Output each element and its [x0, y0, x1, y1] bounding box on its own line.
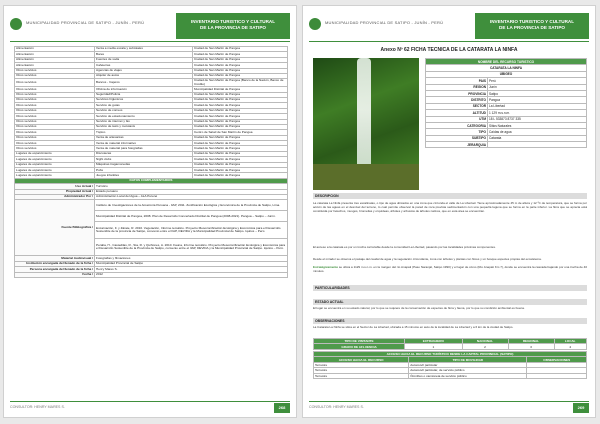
service-location: Ciudad de San Martín de Pangoa	[193, 103, 288, 108]
header-rule	[309, 41, 589, 42]
ficha-key: SUBTIPO	[426, 135, 488, 141]
service-type: Alimentación	[15, 47, 95, 52]
access-notes	[527, 373, 587, 378]
ficha-ubigeo: UBIGEO	[426, 71, 587, 77]
service-location: Ciudad de San Martín de Pangoa	[193, 63, 288, 68]
access-table	[313, 351, 587, 379]
service-location: Ciudad de San Martín de Pangoa	[193, 114, 288, 119]
service-name: Venta de material informativo	[95, 141, 193, 146]
service-type: Alimentación	[15, 52, 95, 57]
service-type: Otros servicios	[15, 124, 95, 129]
service-name: Bancos - Cajeros	[95, 79, 193, 87]
service-type: Otros servicios	[15, 68, 95, 73]
fuente-4: Peralta, H., Castedilas, R., Sta, R. y Quiñones, A. 2010. Fauna, Informe temático. Proyecto Mesozonificación Ecológica y Económica para el Desarrollo Sostenible de la Provincia de Satipo, convenio entre el IIAP, DEVIDA y la Municipalidad Provincial de Satipo. Iquitos – Perú.	[95, 239, 288, 256]
waterfall-base	[313, 164, 419, 190]
access-header: OBSERVACIONES	[527, 357, 587, 362]
service-location: Ciudad de San Martín de Pangoa	[193, 141, 288, 146]
service-name: Cafeterías	[95, 63, 193, 68]
ficha-key: TIPO	[426, 129, 488, 135]
service-location: Centro de Salud de San Martín de Pangoa	[193, 130, 288, 135]
page-number: 269	[573, 403, 589, 413]
fecha-value: 2012	[95, 272, 288, 277]
ficha-key: REGION	[426, 84, 488, 90]
description-highlight: Estratégicamente	[313, 265, 339, 269]
service-name: Venta de material para fotografías	[95, 146, 193, 151]
waterfall-photo	[313, 58, 419, 190]
service-name: Servicio de estacionamiento	[95, 114, 193, 119]
uso-actual-label: Uso Actual /	[15, 184, 95, 189]
header-municipality-text: MUNICIPALIDAD PROVINCIAL DE SATIPO - JUNÍN - PERÚ	[26, 20, 145, 25]
service-name: Venta a media escala y subtotales	[95, 47, 193, 52]
fuente-1: Instituto de Investigaciones de la Amazonía Peruana - IIAP, 2011. Zonificación Ecológica y Económica de la Provincia de Satipo, Lima.	[95, 200, 288, 211]
material-value: Fotografías y filmaciones	[95, 256, 288, 261]
service-name: Tópico	[95, 130, 193, 135]
affluence-cell: 4	[554, 344, 587, 349]
access-header: TIPO DE MOVILIDAD	[409, 357, 527, 362]
service-name: Seguridad/Policía	[95, 92, 193, 97]
service-type: Lugares de esparcimiento	[15, 162, 95, 167]
access-route: Terrestre	[314, 362, 409, 367]
ficha-value: 18 L 533873 8737 335	[488, 116, 587, 122]
municipality-logo-icon	[10, 18, 22, 30]
header-title-box	[176, 13, 290, 39]
ficha-value: La Libertad	[488, 103, 587, 109]
service-name: Servicio de guías	[95, 103, 193, 108]
service-name: Servicio de internet y fax	[95, 119, 193, 124]
affluence-header: EXTRANJERO	[405, 339, 462, 344]
institucion-label: Institución encargada del llenado de la ficha /	[15, 261, 95, 266]
service-location: Ciudad de San Martín de Pangoa	[193, 168, 288, 173]
affluence-header: LOCAL	[554, 339, 587, 344]
description-text	[313, 201, 587, 213]
ficha-key: PROVINCIA	[426, 90, 488, 96]
header-rule	[10, 41, 290, 42]
service-name: Pubs	[95, 168, 193, 173]
service-name: Discotecas	[95, 151, 193, 156]
access-vehicle: Automóvil particular	[409, 362, 527, 367]
service-name: Juegos infantiles	[95, 173, 193, 178]
access-route: Terrestre	[314, 373, 409, 378]
annex-title: Anexo Nº 62 FICHA TECNICA DE LA CATARATA LA NINFA	[380, 47, 518, 53]
municipality-logo-icon	[309, 18, 321, 30]
access-header: ACCESO HACIA EL RECURSO	[314, 357, 409, 362]
right-page	[302, 5, 596, 418]
service-type: Otros servicios	[15, 146, 95, 151]
service-type: Lugares de esparcimiento	[15, 157, 95, 162]
service-type: Otros servicios	[15, 79, 95, 87]
description-band: DESCRIPCION	[313, 193, 587, 199]
page-header	[10, 13, 290, 39]
header-title-line1: INVENTARIO TURISTICO Y CULTURAL	[489, 19, 575, 24]
service-name: Agencias de viajes	[95, 68, 193, 73]
footer-consultant: CONSULTOR: HENRY MARES S.	[10, 405, 65, 409]
propiedad-label: Propiedad Actual /	[15, 189, 95, 194]
access-title: ACCESO HACIA EL RECURSO TURÍSTICO DESDE LA CAPITAL PROVINCIAL (SATIPO)	[314, 352, 587, 357]
service-name: Fuentes de soda	[95, 57, 193, 62]
ficha-key: JERARQUIA	[426, 142, 488, 148]
footer-consultant: CONSULTOR: HENRY MARES S.	[309, 405, 364, 409]
header-title-line2: DE LA PROVINCIA DE SATIPO	[200, 25, 266, 30]
service-name: Bares	[95, 52, 193, 57]
service-name: Alquiler de autos	[95, 73, 193, 78]
admin-label: Administrador Por /	[15, 194, 95, 199]
service-name: Oficina de información	[95, 87, 193, 92]
access-vehicle: Automóvil particular, de servicio público	[409, 368, 527, 373]
service-type: Otros servicios	[15, 73, 95, 78]
affluence-cell: 2	[462, 344, 508, 349]
table-row	[426, 142, 587, 148]
uso-actual-value: Turístico	[95, 184, 288, 189]
service-location: Ciudad de San Martín de Pangoa	[193, 157, 288, 162]
service-type: Lugares de esparcimiento	[15, 151, 95, 156]
service-location: Ciudad de San Martín de Pangoa	[193, 52, 288, 57]
service-location: Ciudad de San Martín de Pangoa	[193, 57, 288, 62]
service-location: Ciudad de San Martín de Pangoa	[193, 92, 288, 97]
service-type: Otros servicios	[15, 119, 95, 124]
service-type: Alimentación	[15, 57, 95, 62]
ficha-value: Catarata	[488, 135, 587, 141]
service-name: Venta de artesanías	[95, 135, 193, 140]
description-para-4: se ubica a 1129 m.s.n.m. en la margen del río Anapati (Paso Naranjal, Satipo 1990) y el lugar de cómo (Río Anapati Km 7), donde se encuentra la cascada bajando por una trocha de 40 minutos.	[313, 265, 587, 273]
affluence-cell: 3	[508, 344, 554, 349]
service-location: Ciudad de San Martín de Pangoa	[193, 73, 288, 78]
ficha-value: Perú	[488, 78, 587, 84]
affluence-header: REGIONAL	[508, 339, 554, 344]
service-location: Ciudad de San Martín de Pangoa	[193, 47, 288, 52]
page-header	[309, 13, 589, 39]
service-location: Ciudad de San Martín de Pangoa	[193, 151, 288, 156]
service-location: Ciudad de San Martín de Pangoa	[193, 68, 288, 73]
ficha-key: CATEGORIA	[426, 122, 488, 128]
service-type: Alimentación	[15, 63, 95, 68]
ficha-key: PAIS	[426, 78, 488, 84]
table-row	[314, 373, 587, 378]
service-type: Otros servicios	[15, 97, 95, 102]
fuente-2: Municipalidad Distrital de Pangoa, 2008. Plan de Desarrollo Concertado Distrital de Pangoa (2008-2021). Pangoa – Satipo – Junín.	[95, 211, 288, 222]
service-name: Servicio de taxis y mototaxis	[95, 124, 193, 129]
access-route: Terrestre	[314, 368, 409, 373]
description-para-1: La catarata La Ninfa presenta tres escalinatas, o tipo de agua ubicados en una zona que circunda el valle de La Libertad. Tiene aproximadamente 45 m de altura y 12 ºC de temperatura, que se forma por acción de las aguas en el desnivel del terreno, lo cual permite observar la pared de roca prevista sedimentación con una pequeña laguna que se forma en la parte inferior. La flora que se aprecia está constituida por helechos, musgos, bromelias y orquídeas, árboles y arbustos de árboles nativos, que en esta área se encuentran.	[313, 201, 587, 213]
ficha-key: ALTITUD	[426, 110, 488, 116]
header-title-box	[475, 13, 589, 39]
access-vehicle: Ómnibus o camioneta de servicio público	[409, 373, 527, 378]
ficha-value: Pangoa	[488, 97, 587, 103]
ficha-resource-name: CATARATA LA NINFA	[426, 65, 587, 71]
service-location: Ciudad de San Martín de Pangoa	[193, 162, 288, 167]
service-type: Otros servicios	[15, 141, 95, 146]
page-number: 268	[274, 403, 290, 413]
affluence-header: NACIONAL	[462, 339, 508, 344]
service-type: Otros servicios	[15, 92, 95, 97]
service-location: Ciudad de San Martín de Pangoa	[193, 124, 288, 129]
service-type: Otros servicios	[15, 130, 95, 135]
header-title-line2: DE LA PROVINCIA DE SATIPO	[499, 25, 565, 30]
service-location: Ciudad de San Martín de Pangoa (Banco de la Nación, Banco de Crédito)	[193, 79, 288, 87]
persona-value: Henry Mares S.	[95, 267, 288, 272]
service-location: Ciudad de San Martín de Pangoa	[193, 108, 288, 113]
service-location: Ciudad de San Martín de Pangoa	[193, 97, 288, 102]
service-name: Servicios higiénicos	[95, 97, 193, 102]
admin-value: Administración Local del Agua – ALA Perené	[95, 194, 288, 199]
service-type: Otros servicios	[15, 108, 95, 113]
fuente-label: Fuente Bibliográfica /	[15, 200, 95, 256]
affluence-table	[313, 338, 587, 350]
affluence-cell: GRADO DE AFLUENCIA	[314, 344, 405, 349]
description-text-3: Desde el mirador se observa el paisaje del caudal de agua y la vegetación circundante, zona con árboles y plantas con flores y un bosque especies propias del ecosistema.	[313, 257, 542, 261]
observaciones-band: OBSERVACIONES	[313, 318, 587, 324]
header-municipality-text: MUNICIPALIDAD PROVINCIAL DE SATIPO - JUNÍN - PERÚ	[325, 20, 444, 25]
institucion-value: Municipalidad Provincial de Satipo	[95, 261, 288, 266]
description-text-4	[313, 265, 587, 273]
fuente-3: Encarnación, F. y Zárate, R. 2010. Vegetación, Informe temático. Proyecto Mesozonificación Ecológica y Económica para el Desarrollo Sostenible de la provincia de Satipo, convenio entre el IIAP, DEVIDA y la Municipalidad Provincial de Satipo. Iquitos – Perú.	[95, 222, 288, 239]
ficha-value: Caídas de agua	[488, 129, 587, 135]
page-footer	[309, 401, 589, 413]
description-text-2: El acceso a la catarata es por un trocha carrozable desde la comunidad La Libertad, pasando por las localidades próximas componentes.	[313, 245, 496, 249]
service-name: Night clubs	[95, 157, 193, 162]
ficha-key: DISTRITO	[426, 97, 488, 103]
affluence-header: TIPO DE VISITANTE	[314, 339, 405, 344]
service-location: Ciudad de San Martín de Pangoa	[193, 119, 288, 124]
ficha-value: 1 129 m.s.n.m.	[488, 110, 587, 116]
service-location: Ciudad de San Martín de Pangoa	[193, 173, 288, 178]
observaciones-text: La Catarata La Ninfa se sitúa en el Sector de La Libertad, ubicada a 15 minutos en auto de la localidad de La Libertad y a 6 km de la ciudad de Satipo.	[313, 325, 514, 329]
ficha-key: SECTOR	[426, 103, 488, 109]
service-location: Ciudad de San Martín de Pangoa	[193, 146, 288, 151]
services-table	[14, 46, 288, 278]
service-type: Lugares de esparcimiento	[15, 168, 95, 173]
propiedad-value: Estado peruano	[95, 189, 288, 194]
ficha-value: Satipo	[488, 90, 587, 96]
table-row	[15, 79, 288, 87]
service-type: Otros servicios	[15, 87, 95, 92]
service-location: Ciudad de San Martín de Pangoa	[193, 135, 288, 140]
service-type: Lugares de esparcimiento	[15, 173, 95, 178]
technical-sheet-table	[425, 58, 587, 148]
particularidades-band: PARTICULARIDADES	[313, 285, 587, 291]
service-location: Municipalidad Distrital de Pangoa	[193, 87, 288, 92]
material-label: Material Audiovisual /	[15, 256, 95, 261]
header-title-line1: INVENTARIO TURISTICO Y CULTURAL	[190, 19, 276, 24]
service-name: Máquinas tragamonedas	[95, 162, 193, 167]
left-page	[3, 5, 297, 418]
estado-text: El lugar se encuentra en su estado natural, por lo que se requiere de la conservación de especies de flora y fauna, por lo que su condición ambiental es buena.	[313, 306, 525, 310]
estado-band: ESTADO ACTUAL	[313, 299, 587, 305]
fecha-label: Fecha /	[15, 272, 95, 277]
service-type: Otros servicios	[15, 135, 95, 140]
service-type: Otros servicios	[15, 103, 95, 108]
service-name: Servicio de correos	[95, 108, 193, 113]
ficha-value: Sitios Naturales	[488, 122, 587, 128]
complementary-title: DATOS COMPLEMENTARIOS	[15, 178, 288, 183]
ficha-value	[488, 142, 587, 148]
persona-label: Persona encargada del llenado de la ficha /	[15, 267, 95, 272]
ficha-key: UTM	[426, 116, 488, 122]
service-type: Otros servicios	[15, 114, 95, 119]
affluence-cell: 1	[405, 344, 462, 349]
ficha-header: NOMBRE DEL RECURSO TURISTICO	[426, 59, 587, 65]
ficha-value: Junín	[488, 84, 587, 90]
page-footer	[10, 401, 290, 413]
